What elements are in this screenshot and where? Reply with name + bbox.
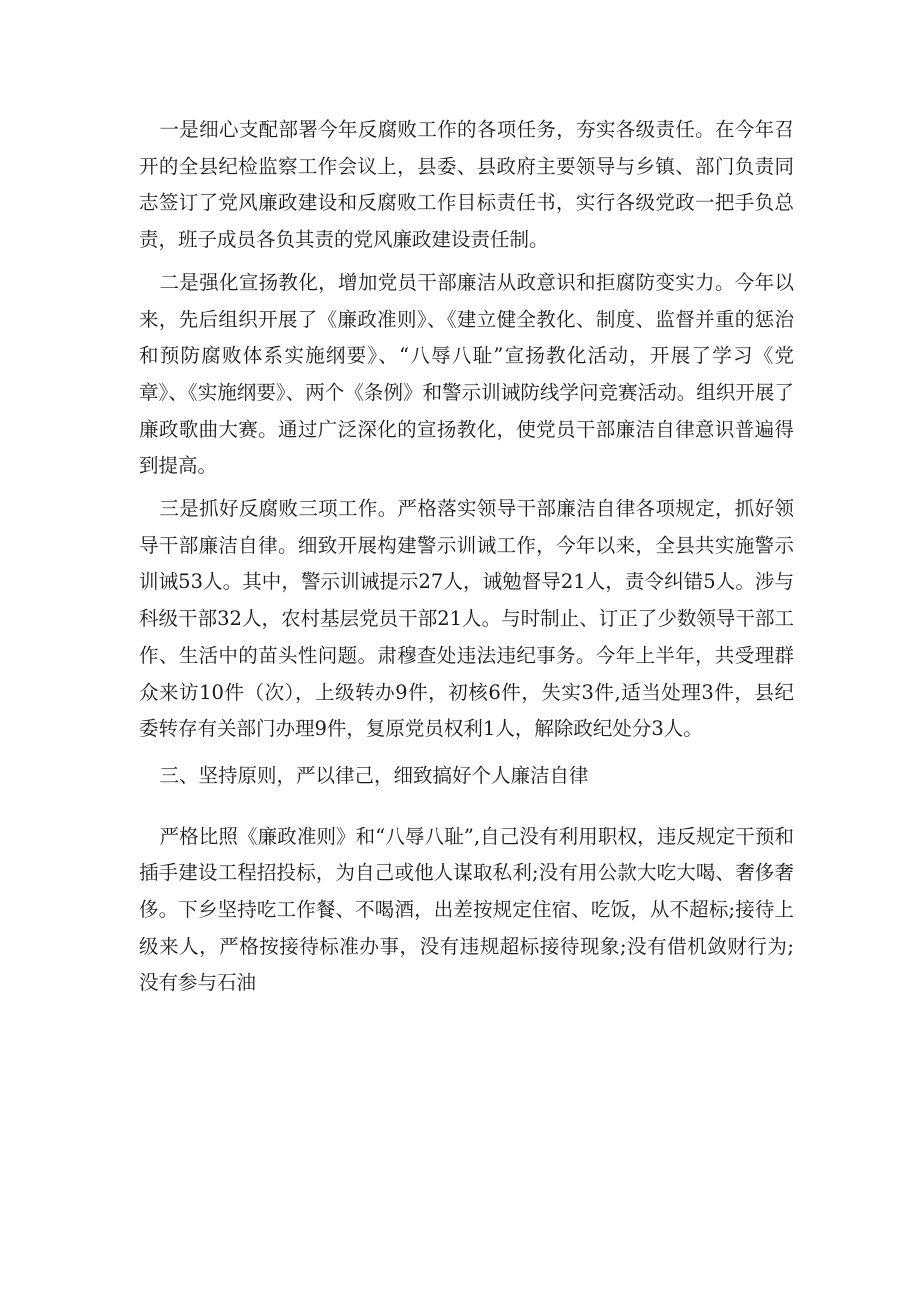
section-heading: 三、坚持原则，严以律己，细致搞好个人廉洁自律 — [159, 763, 589, 787]
document-body — [139, 112, 794, 1002]
paragraph-three-tasks: 三是抓好反腐败三项工作。严格落实领导干部廉洁自律各项规定，抓好领导干部廉洁自律。细致开展构建警示训诫工作，今年以来，全县共实施警示训诫53人。其中，警示训诫提示27人，诫勉督导21人，责令纠错5人。涉与科级干部32人，农村基层党员干部21人。与时制止、订正了少数领导干部工作、生活中的苗头性问题。肃穆查处违法违纪事务。今年上半年，共受理群众来访10件（次），上级转办9件，初核6件，失实3件,适当处理3件，县纪委转存有关部门办理9件，复原党员权利1人，解除政纪处分3人。 — [139, 497, 794, 741]
paragraph-education: 二是强化宣扬教化，增加党员干部廉洁从政意识和拒腐防变实力。今年以来，先后组织开展了《廉政准则》、《建立健全教化、制度、监督并重的惩治和预防腐败体系实施纲要》、“八辱八耻”宣扬教化活动，开展了学习《党章》、《实施纲要》、两个《条例》和警示训诫防线学问竞赛活动。组织开展了廉政歌曲大赛。通过广泛深化的宣扬教化，使党员干部廉洁自律意识普遍得到提高。 — [139, 270, 794, 478]
paragraph-self-discipline: 严格比照《廉政准则》和“八辱八耻”,自己没有利用职权，违反规定干预和插手建设工程招投标，为自己或他人谋取私利;没有用公款大吃大喝、奢侈奢侈。下乡坚持吃工作餐、不喝酒，出差按规定住宿、吃饭，从不超标;接待上级来人，严格按接待标准办事，没有违规超标接待现象;没有借机敛财行为;没有参与石油 — [139, 824, 794, 995]
paragraph-responsibility: 一是细心支配部署今年反腐败工作的各项任务，夯实各级责任。在今年召开的全县纪检监察工作会议上，县委、县政府主要领导与乡镇、部门负责同志签订了党风廉政建设和反腐败工作目标责任书，实行各级党政一把手负总责，班子成员各负其责的党风廉政建设责任制。 — [139, 118, 794, 252]
